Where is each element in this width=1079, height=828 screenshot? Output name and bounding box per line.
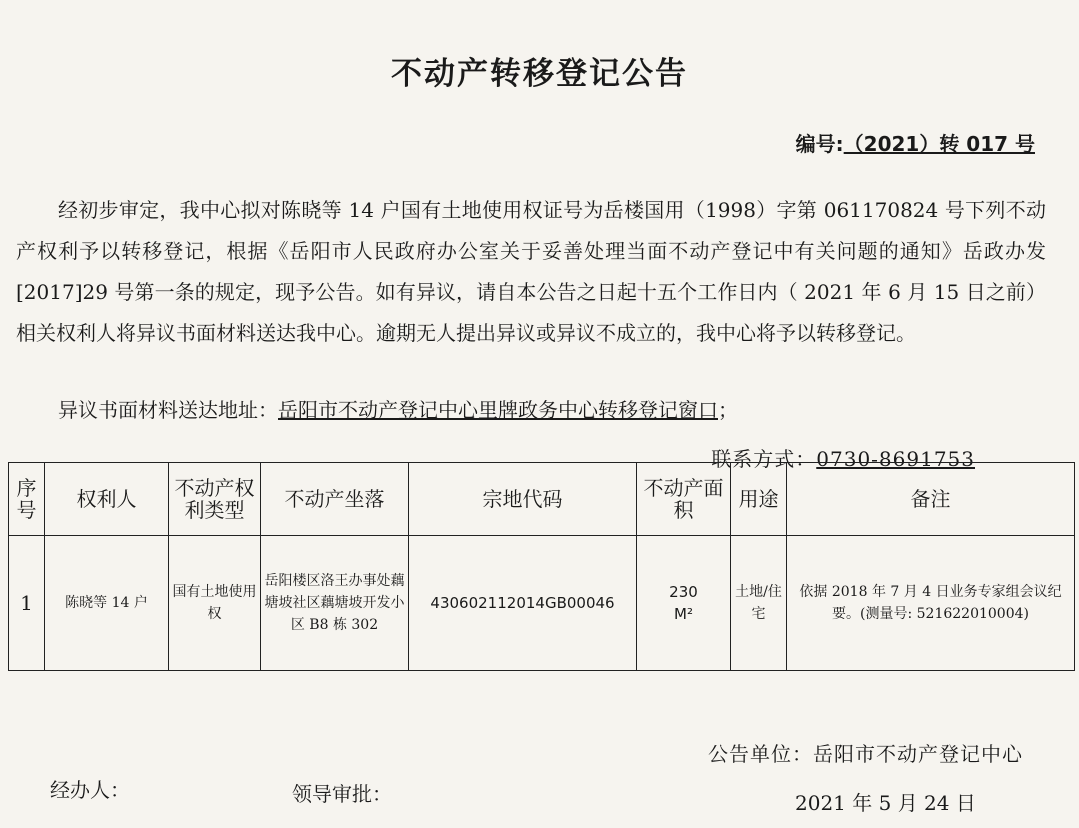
unit-label: 公告单位： [708,742,813,766]
page-title: 不动产转移登记公告 [391,56,688,92]
cell-area [637,536,731,671]
address-label: 异议书面材料送达地址： [58,398,278,422]
cell-right-type: 国有土地使用权 [169,536,261,671]
header-seq: 序号 [9,463,45,536]
doc-number-label: 编号: [795,132,844,156]
table-header-row [9,463,1075,536]
header-owner: 权利人 [45,463,169,536]
cell-seq: 1 [9,536,45,671]
cell-use: 土地/住宅 [731,536,787,671]
contact-label: 联系方式： [711,447,817,471]
document-number [796,128,1035,157]
header-note: 备注 [787,463,1075,536]
contact-phone: 0730-8691753 [816,447,975,471]
leader-approval-label: 领导审批： [292,782,392,806]
doc-number-value: （2021）转 017 号 [843,132,1035,156]
header-location: 不动产坐落 [261,463,409,536]
issue-date: 2021 年 5 月 24 日 [795,791,976,815]
cell-parcel-code: 430602112014GB00046 [409,536,637,671]
cell-note: 依据 2018 年 7 月 4 日业务专家组会议纪要。(测量号: 521622010004) [787,536,1075,671]
header-parcel-code: 宗地代码 [409,463,637,536]
cell-owner: 陈晓等 14 户 [45,536,169,671]
unit-name: 岳阳市不动产登记中心 [813,742,1023,766]
address-value: 岳阳市不动产登记中心里牌政务中心转移登记窗口 [278,398,718,422]
table-row [9,536,1075,671]
cell-location: 岳阳楼区洛王办事处藕塘坡社区藕塘坡开发小区 B8 栋 302 [261,536,409,671]
area-unit: M² [674,605,693,623]
address-end: ； [718,398,738,422]
notice-body: 经初步审定，我中心拟对陈晓等 14 户国有土地使用权证号为岳楼国用（1998）字第 061170824 号下列不动产权利予以转移登记，根据《岳阳市人民政府办公室关于妥善处理当面不动产登记中有关问题的通知》岳政办发[2017]29 号第一条的规定，现予公告。如有异议，请自本公告之日起十五个工作日内（ 2021 年 6 月 15 日之前）相关权利人将异议书面材料送达我中心。逾期无人提出异议或异议不成立的，我中心将予以转移登记。 [16,198,1046,345]
handler-label: 经办人： [50,778,130,802]
header-area: 不动产面积 [637,463,731,536]
header-use: 用途 [731,463,787,536]
header-right-type: 不动产权利类型 [169,463,261,536]
objection-address [58,394,738,423]
issuing-unit [708,738,1023,767]
registration-table [8,462,1075,671]
area-value: 230 [669,583,698,601]
